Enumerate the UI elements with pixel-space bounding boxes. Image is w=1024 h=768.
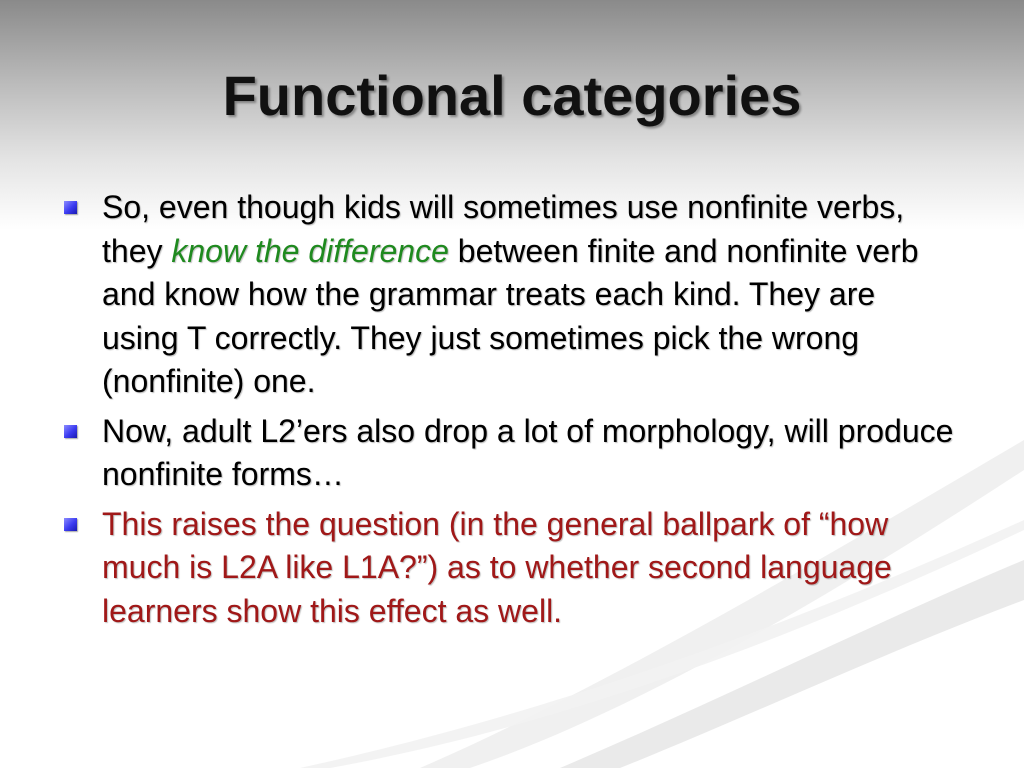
bullet-item-2 (60, 410, 960, 497)
bullet-item-1 (60, 186, 960, 404)
slide-title: Functional categories (222, 64, 802, 127)
bullet-2-text: Now, adult L2’ers also drop a lot of morphology, will produce nonfinite forms… (102, 412, 954, 492)
square-bullet-icon (64, 201, 77, 214)
bullet-item-3 (60, 503, 960, 634)
square-bullet-icon (64, 518, 77, 531)
bullet-1-text-after: between finite and nonfinite verb and know how the grammar treats each kind. They are using T correctly. They just sometimes pick the wrong (nonfinite) one. (102, 232, 919, 399)
bullet-1-emphasis: know the difference (171, 232, 449, 269)
square-bullet-icon (64, 425, 77, 438)
bullet-1-text-before: So, even though kids will sometimes use nonfinite verbs, they (102, 189, 905, 269)
bullet-list (60, 186, 960, 639)
bullet-3-text: This raises the question (in the general ballpark of “how much is L2A like L1A?”) as to whether second language learners show this effect as well. (102, 505, 892, 629)
